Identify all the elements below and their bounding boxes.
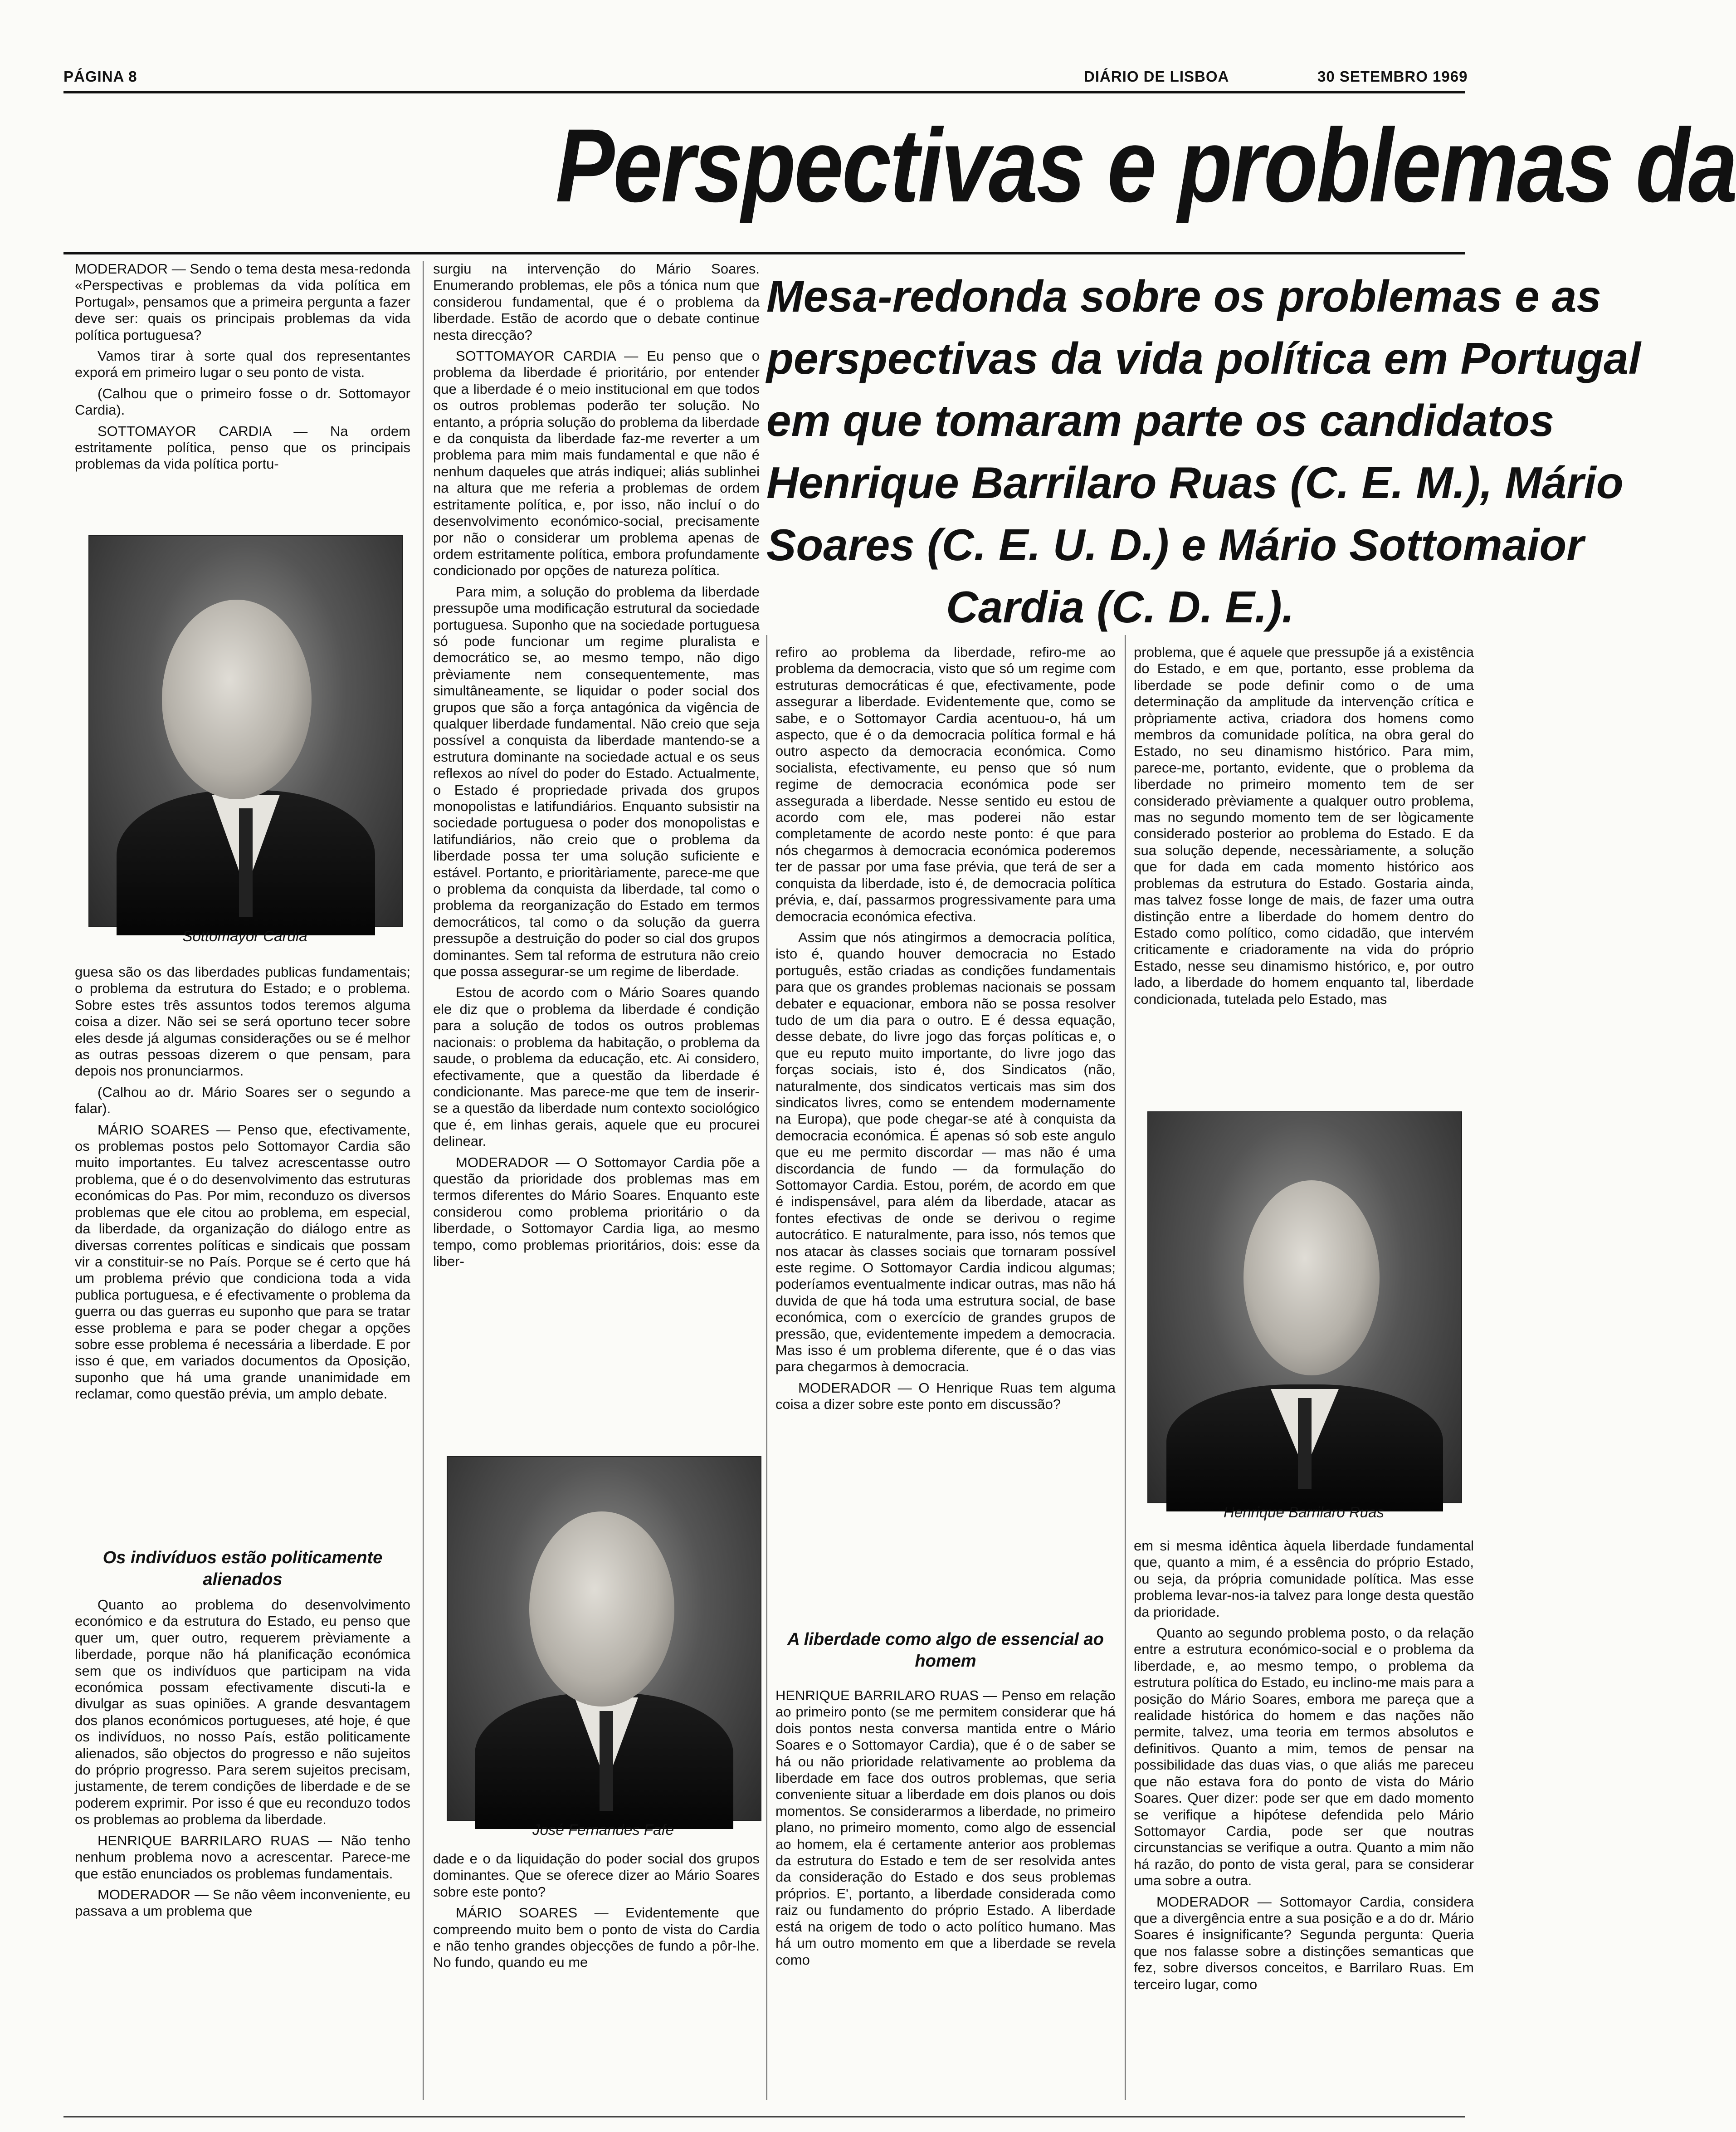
paragraph: SOTTOMAYOR CARDIA — Na ordem estritamente política, penso que os principais problemas da vida política portu-	[75, 423, 410, 472]
headline-rule	[63, 252, 1465, 254]
paragraph: refiro ao problema da liberdade, refiro-me ao problema da democracia, visto que só um regime com estruturas democráticas é que, efectivamente, pode assegurar a liberdade. Evidentemente que, como se sabe, e o Sottomayor Cardia acentuou-o, há um aspecto, que é o da democracia política formal e há outro aspecto da democracia económica. Como socialista, efectivamente, eu penso que só num regime de democracia económica pode ser assegurada a liberdade. Nesse sentido eu estou de acordo com ele, mas poderei não estar completamente de acordo neste ponto: é que para nós chegarmos à democracia económica poderemos ter de passar por uma fase prévia, que terá de ser a conquista da liberdade, isto é, de democracia política prévia, e, daí, passarmos progressivamente para uma democracia económica efectiva.	[775, 644, 1116, 924]
photo-jose-fernandes-fafe	[447, 1456, 761, 1821]
header-rule	[63, 91, 1465, 93]
column-4-top	[1134, 644, 1474, 1084]
paragraph: Assim que nós atingirmos a democracia política, isto é, quando houver democracia no Estado português, estão criadas as condições fundamentais para que os grandes problemas nacionais se possam debater e equacionar, embora não se possa resolver tudo de um dia para o outro. E é dessa equação, desse debate, do livre jogo das forças políticas e, o que eu reputo muito importante, do livre jogo das forças sociais, isto é, dos Sindicatos (não, naturalmente, dos sindicatos verticais mas sim dos sindicatos livres, como se entendem modernamente na Europa), que pode chegar-se até à conquista da democracia económica. É apenas só sob este angulo que eu me permito discordar — mas não é uma discordancia de fundo — da formulação do Sottomayor Cardia. Estou, porém, de acordo em que é indispensável, para além da liberdade, atacar as fontes efectivas de onde se derivou o regime autocrático. E naturalmente, para isso, nós temos que nos atacar às classes sociais que tornaram possível este regime. O Sottomayor Cardia indicou algumas; poderíamos eventualmente indicar outras, mas não há duvida de que há toda uma estrutura social, de base económica, com o exercício de grandes grupos de pressão, que, evidentemente impedem a democracia. Mas isso é um problema diferente, que é o das vias para chegarmos à democracia.	[775, 929, 1116, 1375]
paragraph: Estou de acordo com o Mário Soares quando ele diz que o problema da liberdade é condição para a solução de todos os outros problemas nacionais: o problema da habitação, o problema da saude, o problema da educação, etc. Ai considero, efectivamente, que a questão da liberdade é condicionante. Mas parece-me que tem de inserir-se a questão da liberdade num contexto sociológico que é, em linhas gerais, aquele que eu procurei delinear.	[433, 984, 760, 1149]
issue-date: 30 SETEMBRO 1969	[1317, 68, 1468, 85]
column-2-top	[433, 261, 760, 1406]
column-4-bottom	[1134, 1538, 1474, 2100]
column-2-bottom	[433, 1851, 760, 2100]
deck-line: perspectivas da vida política em Portugal	[766, 333, 1641, 383]
paragraph: HENRIQUE BARRILARO RUAS — Penso em relação ao primeiro ponto (se me permitem considerar que há dois pontos nesta conversa mantida entre o Mário Soares e o Sottomayor Cardia), que é o de saber se há ou não prioridade relativamente ao problema da liberdade em face dos outros problemas, que seria conveniente situar a liberdade em dois planos ou dois momentos. Se considerarmos a liberdade, no primeiro plano, no primeiro momento, como algo de essencial ao homem, ela é certamente anterior aos problemas da estrutura do Estado e tem de ser resolvida antes da consideração do Estado e dos seus problemas próprios. E', portanto, a liberdade considerada como raiz ou fundamento do próprio Estado. A liberdade está na origem de todo o acto político humano. Mas há um outro momento em que a liberdade se revela como	[775, 1687, 1116, 1968]
headline: Perspectivas e problemas da	[556, 107, 1736, 224]
deck-line: Soares (C. E. U. D.) e Mário Sottomaior	[766, 520, 1584, 570]
paragraph: MODERADOR — O Henrique Ruas tem alguma coisa a dizer sobre este ponto em discussão?	[775, 1379, 1116, 1413]
column-divider	[1125, 635, 1126, 2100]
photo-sottomayor-cardia	[88, 535, 403, 927]
paragraph: MODERADOR — O Sottomayor Cardia põe a questão da prioridade dos problemas mas em termos diferentes do Mário Soares. Enquanto este considerou como problema prioritário o da liberdade, o Sottomayor Cardia liga, ao mesmo tempo, como problemas prioritários, dois: esse da liber-	[433, 1154, 760, 1269]
paragraph: Quanto ao problema do desenvolvimento económico e da estrutura do Estado, eu penso que quer um, quer outro, requerem prèviamente a liberdade, porque não há planificação económica sem que os indivíduos que participam na vida económica possam efectivamente discuti-la e divulgar as suas opiniões. A grande desvantagem dos planos económicos portugueses, até hoje, é que os indivíduos, no nosso País, estão politicamente alienados, são objectos do progresso e não sujeitos do próprio progresso. Para serem sujeitos precisam, justamente, de terem condições de liberdade e de se poderem exprimir. Por isso é que eu reconduzo todos os problemas ao problema da liberdade.	[75, 1597, 410, 1828]
deck-line: Mesa-redonda sobre os problemas e as	[766, 271, 1601, 321]
deck-line: Cardia (C. D. E.).	[946, 582, 1294, 632]
paragraph: problema, que é aquele que pressupõe já a existência do Estado, e em que, portanto, esse problema da liberdade se pode definir como o de uma determinação da amplitude da intervenção crítica e pròpriamente activa, criadora dos homens como membros da comunidade política, na obra geral do Estado, no seu dinamismo histórico. Para mim, parece-me, portanto, evidente, que o problema da liberdade no primeiro momento tem de ser considerado prèviamente a qualquer outro problema, mas no segundo momento tem de ser lògicamente considerado posterior ao problema do Estado. E da sua solução depende, necessàriamente, a solução que for dada em cada momento histórico aos problemas da estrutura do Estado. Gostaria ainda, mas talvez fosse longe de mais, de fazer uma outra distinção entre a liberdade do homem dentro do Estado como político, como cidadão, que intervém criticamente e criadoramente na vida do próprio Estado, nesse seu dinamismo histórico, e, por outro lado, a liberdade do homem enquanto tal, liberdade condicionada, tutelada pelo Estado, mas	[1134, 644, 1474, 1007]
column-1-middle	[75, 964, 410, 1531]
paragraph: Quanto ao segundo problema posto, o da relação entre a estrutura económico-social e o problema da liberdade, e, ao mesmo tempo, o problema da estrutura política do Estado, eu inclino-me mais para a posição do Mário Soares, embora me pareça que a realidade histórica do homem e das nações não permite, talvez, uma teoria em termos absolutos e definitivos. Quanto a mim, temos de pensar na possibilidade das duas vias, o que aliás me pareceu que não estava fora do ponto de vista do Mário Soares. Quer dizer: pode ser que em dado momento se verifique a hipótese defendida pelo Mário Sottomayor Cardia, pode ser que noutras circunstancias se verifique a outra. Quanto a mim não há razão, do ponto de vista geral, para se considerar uma sobre a outra.	[1134, 1625, 1474, 1889]
column-1-bottom	[75, 1597, 410, 2100]
column-divider	[423, 261, 424, 2100]
paragraph: MÁRIO SOARES — Evidentemente que compreendo muito bem o ponto de vista do Cardia e não tenho grandes objecções de fundo a pôr-lhe. No fundo, quando eu me	[433, 1905, 760, 1971]
paragraph: Vamos tirar à sorte qual dos representantes exporá em primeiro lugar o seu ponto de vista.	[75, 348, 410, 381]
paragraph: HENRIQUE BARRILARO RUAS — Não tenho nenhum problema novo a acrescentar. Parece-me que estão enunciados os problemas fundamentais.	[75, 1832, 410, 1882]
paragraph: em si mesma idêntica àquela liberdade fundamental que, quanto a mim, é a essência do próprio Estado, ou seja, da própria comunidade política. Mas esse problema levar-nos-ia talvez para longe desta questão da prioridade.	[1134, 1538, 1474, 1620]
paragraph: guesa são os das liberdades publicas fundamentais; o problema da estrutura do Estado; e o problema. Sobre estes três assuntos todos teremos alguma coisa a dizer. Não sei se será oportuno tecer sobre eles desde já algumas considerações ou se é melhor as outras pessoas dizerem o que pensam, para depois nos pronunciarmos.	[75, 964, 410, 1079]
paragraph: Para mim, a solução do problema da liberdade pressupõe uma modificação estrutural da sociedade portuguesa. Suponho que na sociedade portuguesa só pode funcionar um regime pluralista e democrático se, ao mesmo tempo, não digo prèviamente nem consequentemente, mas simultâneamente, se liquidar o poder social dos grupos que são a força antagónica da vigência de qualquer liberdade fundamental. Não creio que seja possível a conquista da liberdade mantendo-se a estrutura dominante na sociedade actual e os seus reflexos ao nível do poder do Estado. Actualmente, o Estado é propriedade privada dos grupos monopolistas e latifundiários. Enquanto subsistir na sociedade portuguesa o poder dos monopolistas e latifundiários, não creio que o problema da liberdade possa ter uma solução suficiente e estável. Portanto, e prioritàriamente, parece-me que o problema da conquista da liberdade, tal como o problema da reorganização do Estado em termos democráticos, tal como o da solução da guerra pressupõe a destruição do poder so cial dos grupos dominantes. Sem tal reforma de estrutura não creio que possa assegurar-se um regime de liberdade.	[433, 583, 760, 980]
column-1-top	[75, 261, 410, 472]
subheading: Os indivíduos estão politicamente alienados	[102, 1548, 383, 1589]
paragraph: MODERADOR — Se não vêem inconveniente, eu passava a um problema que	[75, 1886, 410, 1919]
footer-rule	[63, 2116, 1465, 2117]
deck-line: Henrique Barrilaro Ruas (C. E. M.), Mário	[766, 458, 1624, 508]
photo-henrique-barrilaro-ruas	[1147, 1111, 1462, 1503]
paragraph: MÁRIO SOARES — Penso que, efectivamente, os problemas postos pelo Sottomayor Cardia são muito importantes. Eu talvez acrescentasse outro problema, que é o do desenvolvimento das estruturas económicas do Pas. Por mim, reconduzo os diversos problemas que ele citou ao problema, em especial, da liberdade, da organização do diálogo entre as diversas correntes políticas e sindicais que possam vir a constituir-se no País. Porque se é certo que há um problema prévio que condiciona toda a vida publica portuguesa, e é efectivamente o problema da guerra ou das guerras eu suponho que para se tratar esse problema e para se poder chegar a opções sobre esse problema é necessária a liberdade. E por isso é que, em variados documentos da Oposição, suponho que há uma grande unanimidade em reclamar, como questão prévia, um amplo debate.	[75, 1121, 410, 1402]
photo-caption: Henrique Barrilaro Ruas	[1224, 1504, 1384, 1521]
photo-caption: José Fernandes Fafe	[532, 1821, 674, 1838]
paragraph: dade e o da liquidação do poder social dos grupos dominantes. Que se oferece dizer ao Mário Soares sobre este ponto?	[433, 1851, 760, 1900]
subheading: A liberdade como algo de essencial ao homem	[787, 1630, 1104, 1671]
deck-line: em que tomaram parte os candidatos	[766, 396, 1555, 445]
paragraph: MODERADOR — Sendo o tema desta mesa-redonda «Perspectivas e problemas da vida política em Portugal», pensamos que a primeira pergunta a fazer deve ser: quais os principais problemas da vida política portuguesa?	[75, 261, 410, 343]
deck	[766, 265, 1641, 638]
column-divider	[766, 635, 767, 2100]
column-3-top	[775, 644, 1116, 1606]
newspaper-name: DIÁRIO DE LISBOA	[1084, 68, 1229, 85]
page-number: PÁGINA 8	[63, 68, 137, 85]
paragraph: MODERADOR — Sottomayor Cardia, considera que a divergência entre a sua posição e a do dr. Mário Soares é insignificante? Segunda pergunta: Queria que nos falasse sobre a distinções semanticas que fez, sobre diversos conceitos, e Barrilaro Ruas. Em terceiro lugar, como	[1134, 1893, 1474, 1992]
paragraph: surgiu na intervenção do Mário Soares. Enumerando problemas, ele pôs a tónica num que considerou fundamental, que é o problema da liberdade. Estão de acordo que o debate continue nesta direcção?	[433, 261, 760, 343]
paragraph: SOTTOMAYOR CARDIA — Eu penso que o problema da liberdade é prioritário, por entender que a liberdade é o meio institucional em que todos os outros problemas poderão ter solução. No entanto, a própria solução do problema da liberdade e da conquista da liberdade faz-me reverter a um problema para mim mais fundamental e que não é nenhum daqueles que atrás indiquei; aliás sublinhei na altura que me referia a problemas de ordem estritamente política, e, por isso, não incluí o do desenvolvimento económico-social, precisamente por não o considerar um problema apenas de ordem estritamente política, embora profundamente condicionado por opções de natureza política.	[433, 348, 760, 579]
photo-caption: Sottomayor Cardia	[182, 928, 307, 944]
column-3-bottom	[775, 1687, 1116, 2100]
paragraph: (Calhou ao dr. Mário Soares ser o segundo a falar).	[75, 1084, 410, 1117]
paragraph: (Calhou que o primeiro fosse o dr. Sottomayor Cardia).	[75, 385, 410, 418]
